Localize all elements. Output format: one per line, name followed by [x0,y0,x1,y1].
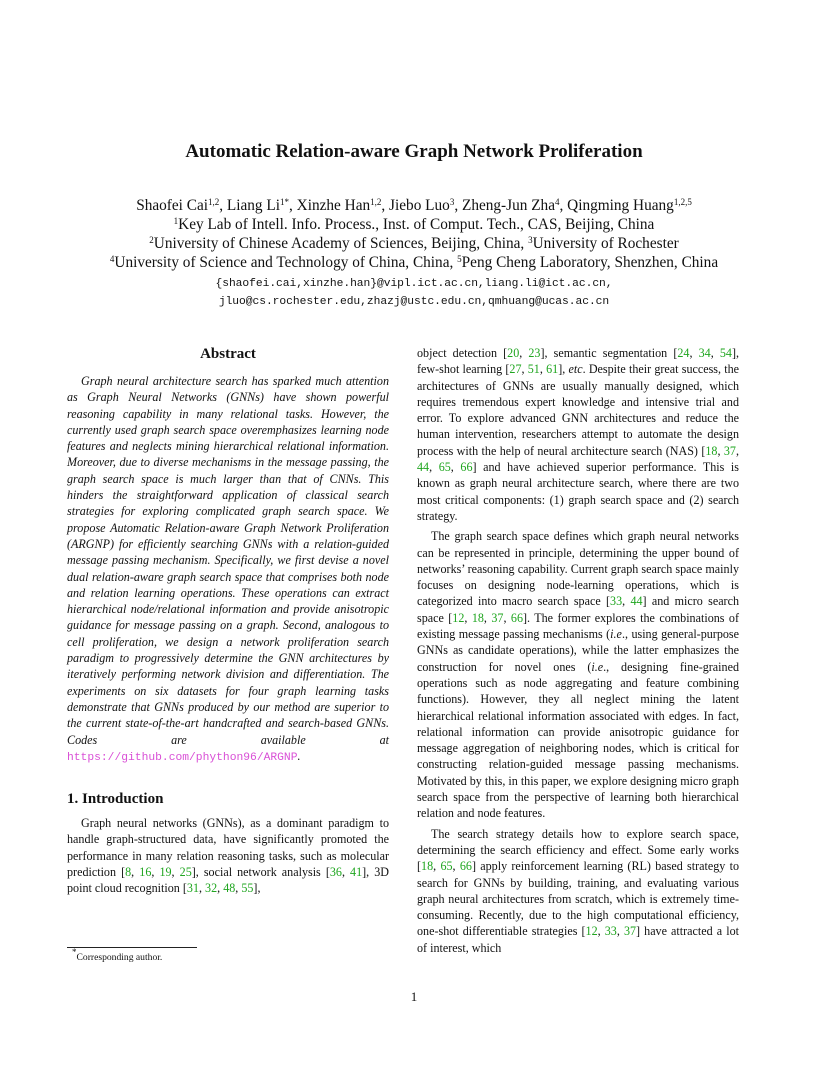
citation-link[interactable]: 66 [510,610,523,625]
affiliation-marker: 1 [173,216,179,226]
citation-link[interactable]: 66 [459,859,472,874]
citation-link[interactable]: 12 [452,610,465,625]
author-affiliation-marker: 4 [555,197,560,207]
citation-link[interactable]: 18 [705,443,718,458]
text-run: , [689,346,699,360]
text-run: , [503,610,511,625]
citation-link[interactable]: 33 [610,594,623,609]
text-run: Graph neural networks (GNNs), as a dominant paradigm to handle graph-structured data, have significantly promoted the performance in many relation reasoning tasks, such as molecular prediction [ [67,816,389,880]
citation-link[interactable]: 37 [623,924,637,939]
footnote [72,947,163,963]
text-run: ], social network analysis [ [191,865,330,880]
text-run: ] and have achieved superior performance. This is known as graph neural architecture search, where there are two most critical components: (1) graph search space and (2) search strategy. [417,460,739,523]
abstract-end: . [297,748,301,763]
citation-link[interactable]: 44 [630,594,643,609]
citation-link[interactable]: 54 [719,346,732,360]
author-name: Qingming Huang [567,197,674,214]
text-run: The graph search space defines which graph neural networks can be represented in principle, determining the upper bound of networks’ reasoning capability. Current graph search space mainly focuses on designing node-learning operations, which is categorized into macro search space [ [417,529,739,609]
affiliation-marker: 4 [109,254,115,264]
italic-text: i.e [610,627,622,642]
page-number: 1 [410,989,418,1004]
text-run: . Despite their great success, the architectures of GNNs are usually manually designed, which requires tremendous expert knowledge and intensive trial and error. To explore advanced GNN architectures and reduce the human intervention, researchers attempt to automate the design process with the help of neural architecture search (NAS) [ [417,362,740,458]
text-run: , [464,610,472,625]
author-affiliation-marker: 1* [280,197,289,207]
italic-text: etc [568,362,583,377]
text-run: , [717,443,724,458]
citation-link[interactable]: 24 [677,346,690,360]
author-separator: , [381,197,390,214]
citation-link[interactable]: 31 [186,881,199,896]
author-name: Jiebo Luo [389,197,450,214]
abstract-heading: Abstract [200,346,256,362]
author-name: Liang Li [226,197,280,214]
author-affiliation-marker: 1,2 [207,197,220,207]
right-column [417,345,739,956]
citation-link[interactable]: 44 [417,460,430,475]
citation-link[interactable]: 65 [440,859,453,874]
citation-link[interactable]: 32 [205,881,218,896]
text-run: ], [253,881,261,896]
text-run: , [341,865,351,880]
text-run: ., using general-purpose GNNs as candidate operations), while the latter emphasizes the construction for novel ones ( [417,627,739,674]
citation-link[interactable]: 33 [604,924,617,939]
text-run: ] have attracted a lot of interest, which [417,924,739,955]
citation-link[interactable]: 12 [585,924,598,939]
text-run: ], 3D point cloud recognition [ [67,865,390,896]
text-run: , [616,924,624,939]
text-run: , [151,865,160,880]
text-run: , [483,610,492,625]
section-heading-introduction: 1. Introduction [67,791,164,808]
citation-link[interactable]: 41 [350,865,363,880]
italic-text: i.e [591,659,604,674]
intro-paragraph-3 [417,826,739,956]
affiliation: University of Rochester [532,235,679,252]
affiliation: University of Chinese Academy of Sciences, Beijing, China, [153,235,529,252]
citation-link[interactable]: 48 [223,881,236,896]
affiliation-line [0,234,828,253]
text-run: , [452,859,460,874]
author-separator: , [559,197,568,214]
text-run: ] apply reinforcement learning (RL) based strategy to search for GNNs by building, training, and evaluating various graph neural architectures from scratch, which is extremely time-consuming. Recently, due to the high computational efficiency, one-shot differentiable strategies [ [417,859,739,939]
affiliation: Key Lab of Intell. Info. Process., Inst. of Comput. Tech., CAS, Beijing, China [178,216,655,233]
text-run: ]. The former explores the combinations of existing message passing mechanisms ( [417,610,739,642]
text-run: , [710,346,720,360]
author-separator: , [289,197,297,214]
citation-link[interactable]: 8 [125,865,132,880]
citation-link[interactable]: 37 [723,443,736,458]
text-run: , [217,881,224,896]
affiliation-line [0,253,828,272]
intro-paragraph-1 [67,815,389,896]
affiliation: University of Science and Technology of China, China, [114,254,458,271]
citation-link[interactable]: 16 [139,865,152,880]
text-run: , [450,460,461,475]
author-affiliation-marker: 1,2,5 [673,197,692,207]
text-run: , [521,362,528,377]
affiliation: Peng Cheng Laboratory, Shenzhen, China [461,254,719,271]
author-affiliation-marker: 3 [449,197,455,207]
affiliation-marker: 5 [457,254,462,264]
text-run: , [199,881,206,896]
text-run: The search strategy details how to explore search space, determining the search efficiency and effect. Some early works [ [417,826,739,874]
footnote-text: Corresponding author. [76,952,163,963]
email-list: jluo@cs.rochester.edu,zhazj@ustc.edu.cn,qmhuang@ucas.ac.cn [218,296,610,308]
citation-link[interactable]: 51 [527,362,540,377]
intro-paragraph-1-continued [417,345,739,524]
citation-link[interactable]: 18 [421,859,434,874]
text-run: , [519,346,529,360]
paper-title: Automatic Relation-aware Graph Network Proliferation [185,141,643,162]
intro-paragraph-2 [417,528,739,821]
author-name: Zheng-Jun Zha [461,197,555,214]
citation-link[interactable]: 37 [491,610,504,625]
text-run: , [622,594,631,609]
citation-link[interactable]: 55 [241,881,254,896]
abstract-body: Graph neural architecture search has sparked much attention as Graph Neural Networks (GNNs) have shown powerful reasoning capability in many relational tasks. However, the currently used graph search space overemphasizes learning node features and neglects mining hierarchical relational information. Moreover, due to diverse mechanisms in the message passing, the graph search space is much larger than that of CNNs. This hinders the straightforward application of classical search strategies for exploring complicated graph search space. We propose Automatic Relation-aware Graph Network Proliferation (ARGNP) for efficiently searching GNNs with a relation-guided message passing mechanism. Specifically, we first devise a novel dual relation-aware graph search space that comprises both node and relation learning operations. These operations can extract hierarchical node/relational information and provide anisotropic guidance for message passing on a graph. Second, analogous to cell proliferation, we design a network proliferation search paradigm to progressively determine the GNN architectures by iteratively performing network division and differentiation. The experiments on six datasets for four graph learning tasks demonstrate that GNNs produced by our method are superior to the current state-of-the-art handcrafted and search-based GNNs. Codes are available at [67,374,389,747]
author-list [0,196,828,215]
text-run: , [433,859,441,874]
citation-link[interactable]: 61 [546,362,559,377]
affiliation-marker: 2 [149,235,154,245]
text-run: , [539,362,547,377]
author-affiliation-marker: 1,2 [370,197,382,207]
author-separator: , [219,197,227,214]
text-run: , [597,924,605,939]
author-name: Xinzhe Han [296,197,371,214]
text-run: object detection [ [417,346,508,360]
citation-link[interactable]: 19 [159,865,172,880]
citation-link[interactable]: 23 [528,346,541,360]
citation-link[interactable]: 20 [507,346,520,360]
footnote-divider [67,947,197,948]
text-run: ] and micro search space [ [417,594,740,625]
text-run: , [171,865,180,880]
affiliation-marker: 3 [528,235,533,245]
citation-link[interactable]: 18 [471,610,484,625]
citation-link[interactable]: 65 [438,460,451,475]
author-separator: , [454,197,462,214]
citation-link[interactable]: 25 [179,865,192,880]
citation-link[interactable]: 27 [509,362,522,377]
citation-link[interactable]: 66 [460,460,473,475]
footnote-marker: * [72,947,77,957]
citation-link[interactable]: 34 [698,346,711,360]
text-run: ., designing fine-grained operations such as node aggregating and feature combining functions). However, they all neglect mining the latent hierarchical relational information associated with edges. In fact, relational information can provide anisotropic guidance for message aggregation of neighboring nodes, which is critical for constructing relation-guided message passing mechanisms. Motivated by this, in this paper, we explore designing micro graph search space from the perspective of learning both hierarchical relation and node features. [417,659,739,821]
author-name: Shaofei Cai [136,197,208,214]
text-run: , [735,443,739,458]
text-run: ], [558,362,569,377]
text-run: ], few-shot learning [ [417,346,739,377]
text-run: ], semantic segmentation [ [540,346,678,360]
text-run: , [429,460,439,475]
affiliation-line [0,215,828,234]
email-list: {shaofei.cai,xinzhe.han}@vipl.ict.ac.cn,liang.li@ict.ac.cn, [215,278,613,290]
text-run: , [131,865,140,880]
abstract-text [67,373,389,766]
text-run: , [235,881,242,896]
code-link[interactable]: https://github.com/phython96/ARGNP [67,751,298,764]
left-column [67,345,389,897]
citation-link[interactable]: 36 [329,865,342,880]
